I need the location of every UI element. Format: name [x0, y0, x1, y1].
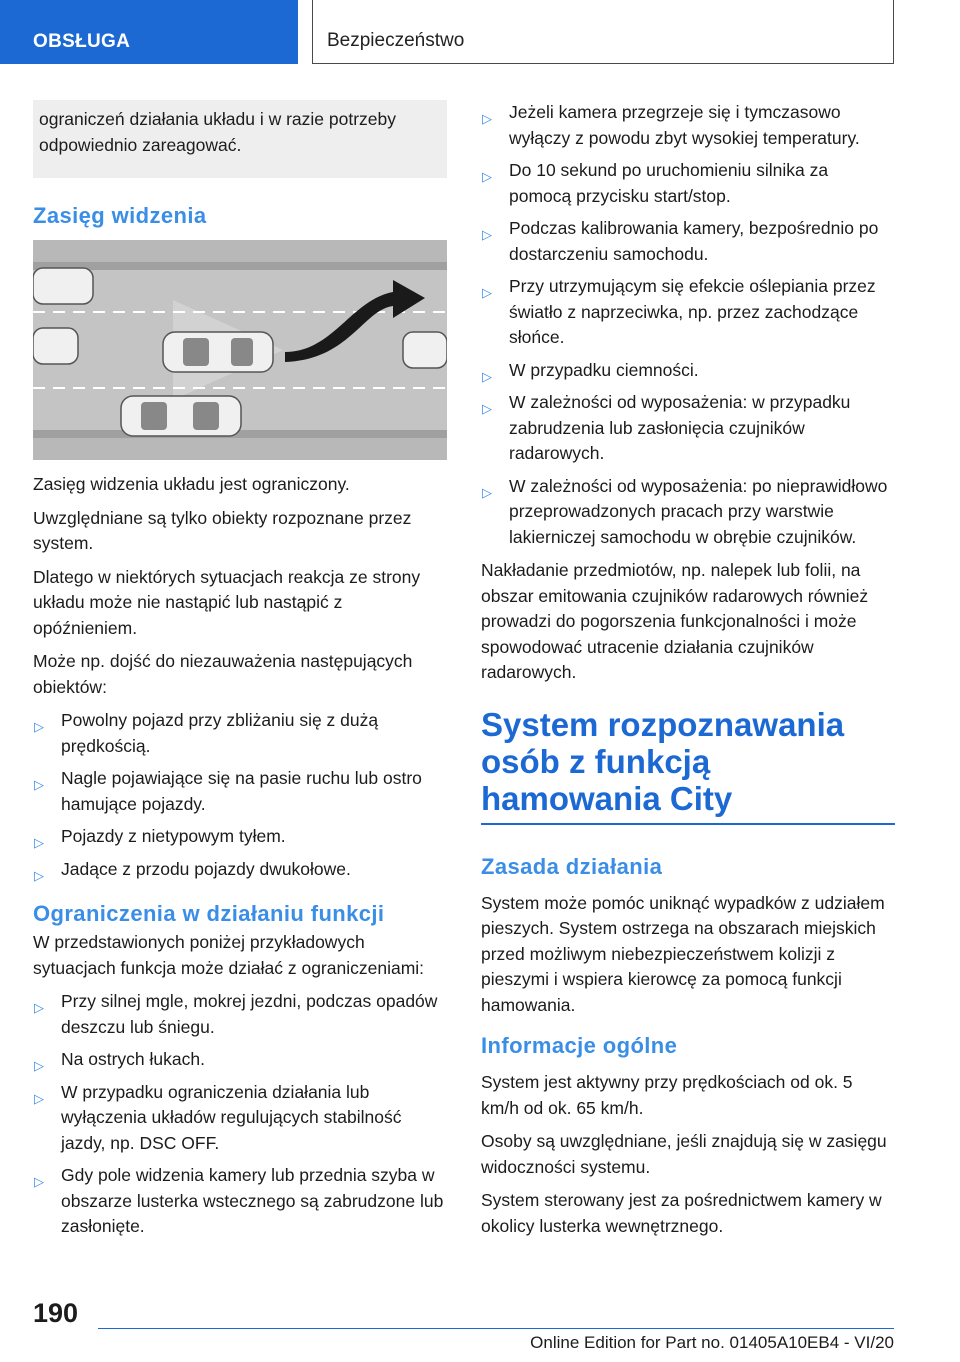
list-item: ▷ Gdy pole widzenia kamery lub przednia szyba w obszarze lusterka wstecznego są zabrudzone lub zasłonięte. [34, 1165, 444, 1236]
paragraph: Uwzględniane są tylko obiekty rozpoznane przez system. [33, 507, 412, 553]
paragraph: W przedstawionych poniżej przykładowych sytuacjach funkcja może działać z ograniczeniami: [33, 932, 425, 978]
list-item: ▷ Przy utrzymującym się efekcie oślepiania przez światło z naprzeciwka, np. przez zachodzące słońce. [482, 276, 876, 347]
page-number: 190 [33, 1298, 79, 1328]
list-item: ▷ Na ostrych łukach. [33, 1047, 447, 1073]
bullet-icon: ▷ [34, 1058, 44, 1073]
traffic-illustration [33, 240, 447, 460]
list-item: ▷ W zależności od wyposażenia: po nieprawidłowo przeprowadzonych pracach przy warstwie lakierniczej samochodu w obrębie czujników. [482, 475, 888, 547]
bullet-icon: ▷ [482, 368, 492, 384]
paragraph: System jest aktywny przy prędkościach od ok. 5 km/h od ok. 65 km/h. [481, 1072, 853, 1118]
heading-general: Informacje ogólne [481, 1033, 678, 1058]
bullet-icon: ▷ [482, 227, 492, 242]
list-item: ▷ Podczas kalibrowania kamery, bezpośrednio po dostarczeniu samochodu. [482, 218, 879, 264]
bullet-icon: ▷ [34, 1090, 44, 1106]
bullet-icon: ▷ [482, 169, 492, 184]
left-column [33, 100, 447, 1248]
bullet-icon: ▷ [34, 777, 44, 792]
list-item: ▷ W przypadku ograniczenia działania lub wyłączenia układów regulujących stabilność jazdy, np. DSC OFF. [34, 1081, 402, 1153]
list-item: ▷ Przy silnej mgle, mokrej jezdni, podczas opadów deszczu lub śniegu. [34, 991, 438, 1037]
bullet-icon: ▷ [482, 111, 492, 126]
paragraph: Zasięg widzenia układu jest ograniczony. [33, 474, 350, 494]
paragraph: Osoby są uwzględniane, jeśli znajdują się w zasięgu widoczności systemu. [481, 1131, 887, 1177]
right-column [481, 100, 895, 1247]
section-tab: OBSŁUGA [0, 0, 298, 64]
footer-edition: Online Edition for Part no. 01405A10EB4 - VI/20 [530, 1333, 894, 1352]
bullet-icon: ▷ [34, 1000, 44, 1015]
bullet-icon: ▷ [482, 285, 492, 300]
bullet-icon: ▷ [34, 1174, 44, 1189]
bullet-icon: ▷ [34, 835, 44, 850]
footer-divider [98, 1328, 894, 1329]
bullet-list [33, 989, 447, 1240]
paragraph: Może np. dojść do niezauważenia następujących obiektów: [33, 651, 413, 697]
bullet-list [33, 708, 447, 882]
list-item: ▷ Do 10 sekund po uruchomieniu silnika za pomocą przycisku start/stop. [482, 160, 829, 206]
list-item: ▷ Jadące z przodu pojazdy dwukołowe. [33, 857, 447, 883]
list-item: ▷ W przypadku ciemności. [481, 358, 895, 384]
chapter-heading: System rozpoznawania osób z funkcją hamowania City [481, 706, 895, 825]
heading-range: Zasięg widzenia [33, 203, 207, 228]
paragraph: Nakładanie przedmiotów, np. nalepek lub folii, na obszar emitowania czujników radarowych również prowadzi do pogorszenia funkcjonalności i może spowodować utracenie działania czujników radarowych. [481, 560, 869, 682]
list-item: ▷ W zależności od wyposażenia: w przypadku zabrudzenia lub zasłonięcia czujników radarowych. [482, 392, 851, 463]
list-item: ▷ Jeżeli kamera przegrzeje się i tymczasowo wyłączy z powodu zbyt wysokiej temperatury. [482, 102, 860, 148]
bullet-icon: ▷ [482, 484, 492, 500]
list-item: ▷ Powolny pojazd przy zbliżaniu się z dużą prędkością. [34, 710, 379, 756]
note-box: ograniczeń działania układu i w razie potrzeby odpowiednio zareagować. [33, 100, 447, 178]
bullet-icon: ▷ [34, 867, 44, 883]
heading-principle: Zasada działania [481, 853, 663, 879]
list-item: ▷ Pojazdy z nietypowym tyłem. [33, 824, 447, 850]
paragraph: System sterowany jest za pośrednictwem kamery w okolicy lusterka wewnętrznego. [481, 1190, 882, 1236]
paragraph: System może pomóc uniknąć wypadków z udziałem pieszych. System ostrzega na obszarach miejskich przed możliwym niebezpieczeństwem kolizji z pieszymi i wspiera kierowcę za pomocą funkcji hamowania. [481, 892, 885, 1015]
bullet-icon: ▷ [482, 401, 492, 416]
heading-limits: Ograniczenia w działaniu funkcji [33, 901, 385, 926]
topic-tab: Bezpieczeństwo [312, 0, 894, 64]
list-item: ▷ Nagle pojawiające się na pasie ruchu lub ostro hamujące pojazdy. [34, 768, 422, 814]
bullet-list [481, 100, 895, 550]
bullet-icon: ▷ [34, 719, 44, 734]
paragraph: Dlatego w niektórych sytuacjach reakcja ze strony układu może nie nastąpić lub nastąpić z opóźnieniem. [33, 566, 421, 638]
